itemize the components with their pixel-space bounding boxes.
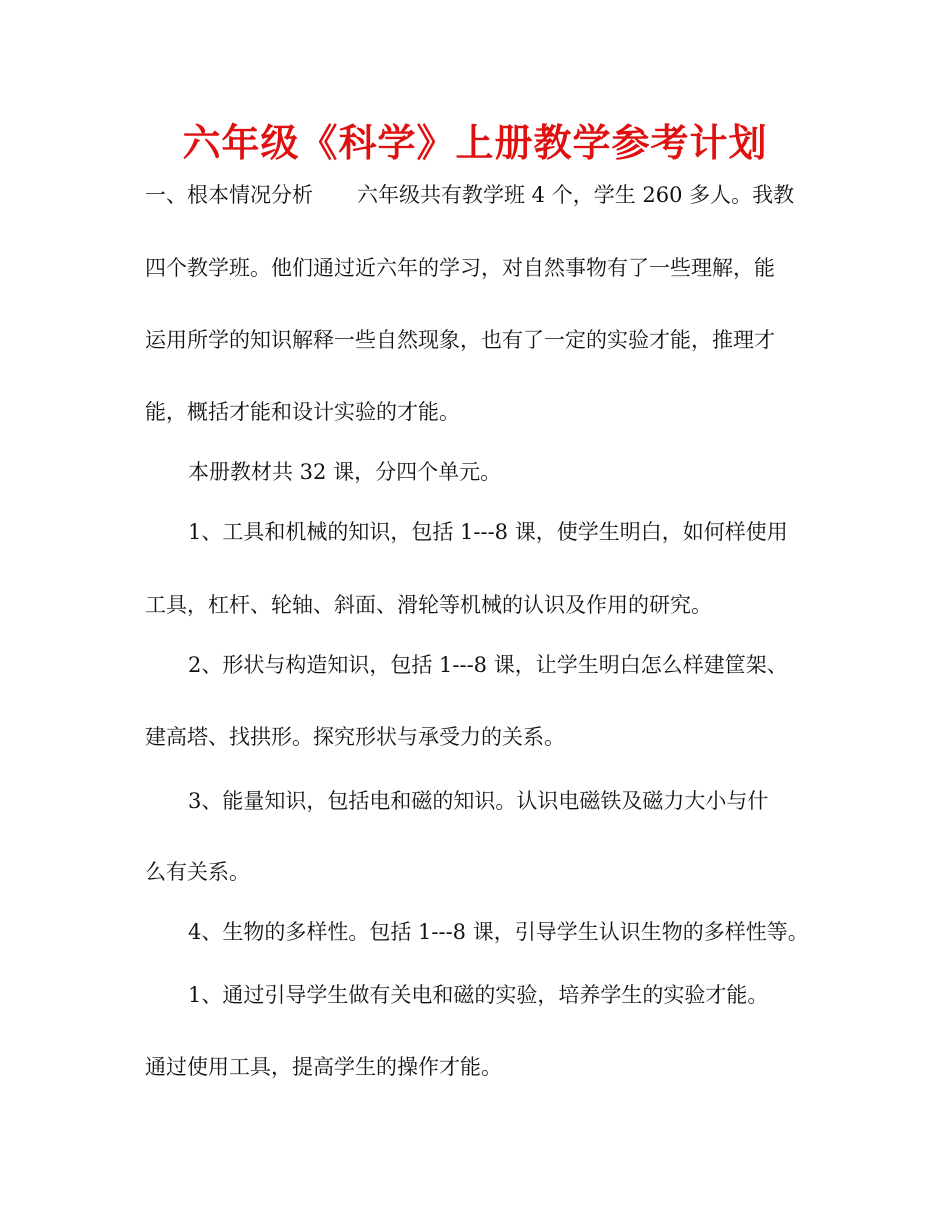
unit-3-line-2: 么有关系。	[145, 860, 250, 884]
intro-line-3: 运用所学的知识解释一些自然现象，也有了一定的实验才能，推理才	[145, 328, 775, 352]
intro-line-2: 四个教学班。他们通过近六年的学习，对自然事物有了一些理解，能	[145, 256, 775, 280]
goal-line-1: 1、通过引导学生做有关电和磁的实验，培养学生的实验才能。	[188, 983, 769, 1007]
textbook-summary: 本册教材共 32 课，分四个单元。	[188, 460, 502, 484]
intro-text-first: 六年级共有教学班 4 个，学生 260 多人。我教	[357, 183, 795, 207]
intro-line-4: 能，概括才能和设计实验的才能。	[145, 400, 460, 424]
document-title: 六年级《科学》上册教学参考计划	[182, 121, 768, 165]
unit-4-line-1: 4、生物的多样性。包括 1---8 课，引导学生认识生物的多样性等。	[188, 920, 809, 944]
goal-line-2: 通过使用工具，提高学生的操作才能。	[145, 1055, 502, 1079]
section-heading: 一、根本情况分析	[145, 183, 313, 207]
unit-3-line-1: 3、能量知识，包括电和磁的知识。认识电磁铁及磁力大小与什	[188, 789, 769, 813]
unit-1-line-1: 1、工具和机械的知识，包括 1---8 课，使学生明白，如何样使用	[188, 520, 788, 544]
unit-2-line-2: 建高塔、找拱形。探究形状与承受力的关系。	[145, 725, 565, 749]
intro-line-1	[145, 180, 794, 210]
unit-1-line-2: 工具，杠杆、轮轴、斜面、滑轮等机械的认识及作用的研究。	[145, 593, 712, 617]
unit-2-line-1: 2、形状与构造知识，包括 1---8 课，让学生明白怎么样建筐架、	[188, 653, 788, 677]
